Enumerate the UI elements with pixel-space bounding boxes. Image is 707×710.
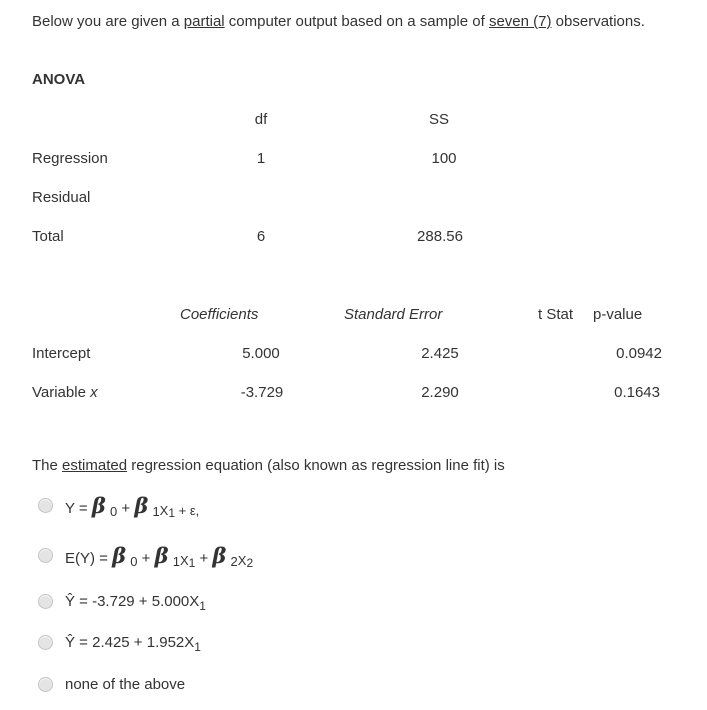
anova-row-label: Residual	[32, 189, 91, 206]
beta-symbol: β	[154, 542, 169, 568]
answer-option-c[interactable]	[38, 590, 206, 612]
coef-row-p-value: 0.0942	[616, 345, 662, 362]
radio-button[interactable]	[38, 677, 53, 692]
intro-middle: computer output based on a sample of	[224, 13, 489, 30]
beta-symbol: β	[134, 492, 149, 518]
intro-before: Below you are given a	[32, 13, 184, 30]
anova-row-label: Regression	[32, 150, 108, 167]
beta-symbol: β	[112, 542, 127, 568]
question-text	[32, 457, 505, 475]
anova-title: ANOVA	[32, 71, 86, 88]
intro-seven: seven (7)	[488, 13, 552, 30]
answer-option-label: Ŷ = $2.425 + 1.952X_1$	[65, 633, 201, 654]
coef-header-t-stat: t Stat	[538, 306, 574, 323]
anova-header-ss: SS	[428, 111, 449, 128]
anova-row-label: Total	[32, 228, 64, 245]
answer-option-label: E(Y) = β 0 + β $1X_1 + \beta$ $2X_2$	[65, 542, 254, 570]
coef-row-standard-error: 2.290	[421, 384, 459, 401]
coef-header-coefficients: Coefficients	[180, 306, 259, 323]
question-before: The	[32, 457, 63, 474]
beta-symbol: β	[212, 542, 227, 568]
answer-option-e[interactable]	[38, 673, 185, 695]
coef-row-label-var: x	[90, 384, 98, 401]
anova-header-df: df	[254, 111, 268, 128]
question-after: regression equation (also known as regression line fit) is	[127, 457, 505, 474]
answer-option-label: Y = β 0 + β $1X_1 + \varepsilon$,	[65, 492, 200, 520]
anova-row-ss: 100	[431, 150, 457, 167]
radio-button[interactable]	[38, 594, 53, 609]
answer-option-d[interactable]	[38, 631, 201, 653]
coef-row-label-text: Intercept	[32, 345, 91, 362]
anova-row-ss: 288.56	[417, 228, 463, 245]
coef-row-label	[32, 345, 90, 363]
coef-row-coefficient: -3.729	[240, 384, 284, 401]
radio-button[interactable]	[38, 548, 53, 563]
coef-row-label-text: Variable	[32, 384, 91, 401]
answer-option-a[interactable]	[38, 492, 200, 520]
question-estimated: estimated	[62, 457, 128, 474]
intro-partial: partial	[183, 13, 225, 30]
anova-row-df: 6	[256, 228, 266, 245]
anova-row-df: 1	[256, 150, 266, 167]
coef-row-label	[32, 384, 98, 402]
intro-after: observations.	[551, 13, 645, 30]
intro-text	[32, 13, 645, 31]
answer-option-b[interactable]	[38, 542, 254, 570]
answer-option-label: none of the above	[65, 675, 186, 693]
beta-symbol: β	[91, 492, 106, 518]
coef-header-p-value: p-value	[593, 306, 643, 323]
answer-option-label: Ŷ = $-3.729 + 5.000X_1$	[65, 592, 206, 613]
coef-row-coefficient: 5.000	[242, 345, 280, 362]
coef-row-p-value: 0.1643	[614, 384, 660, 401]
radio-button[interactable]	[38, 498, 53, 513]
coef-header-standard-error: Standard Error	[344, 306, 443, 323]
coef-row-standard-error: 2.425	[421, 345, 459, 362]
radio-button[interactable]	[38, 635, 53, 650]
